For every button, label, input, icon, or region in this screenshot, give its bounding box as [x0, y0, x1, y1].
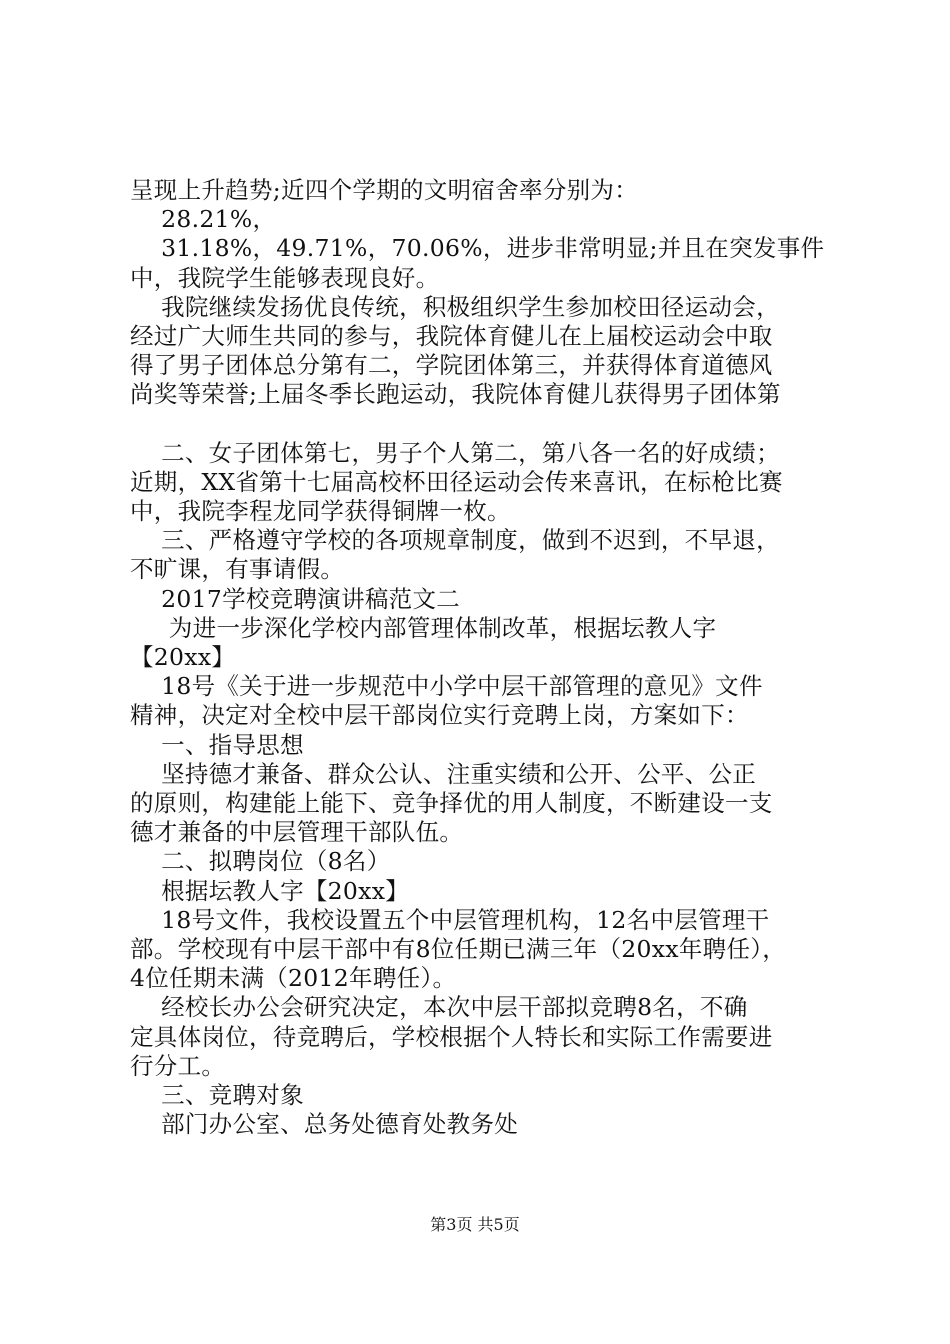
text-line: 根据坛教人字【20xx】 [130, 876, 410, 905]
text-line: 2017学校竞聘演讲稿范文二 [130, 584, 461, 613]
page-footer: 第3页 共5页 [430, 1215, 520, 1234]
text-line: 31.18%，49.71%，70.06%，进步非常明显;并且在突发事件 [130, 234, 825, 263]
blank-line [130, 410, 842, 439]
text-line: 呈现上升趋势;近四个学期的文明宿舍率分别为： [130, 176, 639, 204]
text-line: 二、拟聘岗位（8名） [130, 847, 391, 876]
text-line: 部。学校现有中层干部中有8位任期已满三年（20xx年聘任）， [130, 935, 787, 964]
text-line: 4位任期未满（2012年聘任）。 [130, 964, 457, 993]
text-line: 经校长办公会研究决定，本次中层干部拟竞聘8名，不确 [130, 993, 748, 1022]
text-line: 中，我院李程龙同学获得铜牌一枚。 [130, 497, 511, 526]
text-line: 定具体岗位，待竞聘后，学校根据个人特长和实际工作需要进 [130, 1022, 773, 1051]
text-line: 坚持德才兼备、群众公认、注重实绩和公开、公平、公正 [130, 759, 757, 788]
text-line: 德才兼备的中层管理干部队伍。 [130, 818, 464, 847]
text-line: 行分工。 [130, 1051, 226, 1080]
text-line: 中，我院学生能够表现良好。 [130, 263, 440, 292]
text-line: 28.21%， [130, 205, 277, 234]
text-line: 【20xx】 [130, 643, 236, 672]
text-line: 得了男子团体总分第有二，学院团体第三，并获得体育道德风 [130, 351, 773, 380]
text-line: 的原则，构建能上能下、竞争择优的用人制度，不断建设一支 [130, 789, 773, 818]
text-line: 18号文件，我校设置五个中层管理机构，12名中层管理干 [130, 905, 770, 934]
text-line: 部门办公室、总务处德育处教务处 [130, 1110, 519, 1139]
text-line: 一、指导思想 [130, 730, 304, 759]
text-line: 尚奖等荣誉;上届冬季长跑运动，我院体育健儿获得男子团体第 [130, 380, 781, 409]
document-body [130, 176, 842, 1140]
text-line: 为进一步深化学校内部管理体制改革，根据坛教人字 [130, 613, 717, 642]
text-line: 我院继续发扬优良传统，积极组织学生参加校田径运动会， [130, 292, 780, 321]
text-line: 三、严格遵守学校的各项规章制度，做到不迟到，不早退， [130, 526, 780, 555]
text-line: 近期，XX省第十七届高校杯田径运动会传来喜讯，在标枪比赛 [130, 467, 783, 496]
text-line: 三、竞聘对象 [130, 1081, 304, 1110]
text-line: 18号《关于进一步规范中小学中层干部管理的意见》文件 [130, 672, 763, 701]
text-line: 经过广大师生共同的参与，我院体育健儿在上届校运动会中取 [130, 322, 773, 351]
text-line: 精神，决定对全校中层干部岗位实行竞聘上岗，方案如下： [130, 701, 749, 730]
text-line: 二、女子团体第七，男子个人第二，第八各一名的好成绩； [130, 438, 780, 467]
text-line: 不旷课，有事请假。 [130, 555, 345, 584]
